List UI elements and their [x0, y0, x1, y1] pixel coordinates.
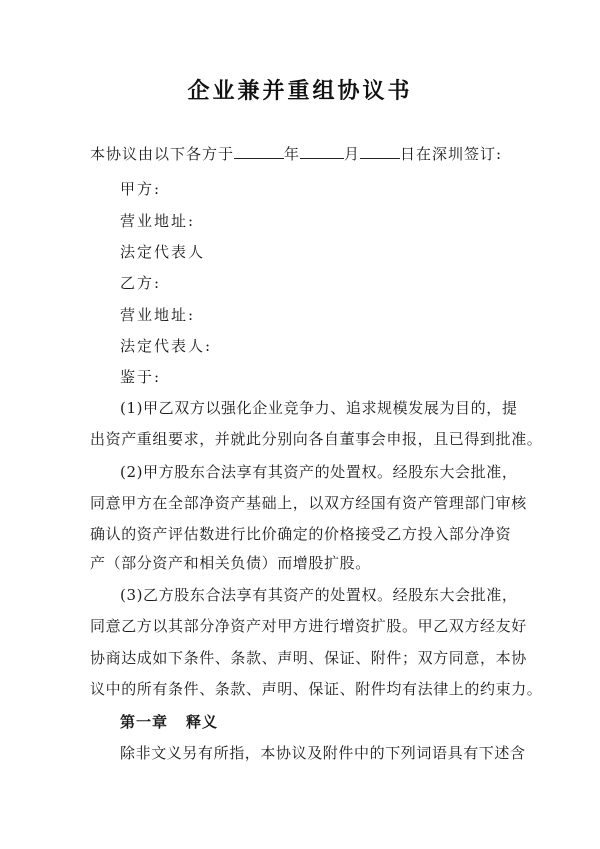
- paragraph-3-line-4: 议中的所有条件、条款、声明、保证、附件均有法律上的约束力。: [90, 680, 543, 698]
- paragraph-1-line-2: 出资产重组要求，并就此分别向各自董事会申报，且已得到批准。: [90, 430, 543, 448]
- document-title: 企业兼并重组协议书: [187, 78, 413, 104]
- party-a-label: 甲方:: [120, 180, 162, 198]
- party-b-address-label: 营业地址:: [120, 306, 196, 324]
- day-blank: [360, 144, 400, 159]
- paragraph-1-line-1: (1)甲乙双方以强化企业竞争力、追求规模发展为目的，提: [120, 399, 518, 417]
- paragraph-3-line-2: 同意乙方以其部分净资产对甲方进行增资扩股。甲乙双方经友好: [90, 617, 527, 635]
- year-suffix: 年: [284, 145, 301, 163]
- intro-line: [90, 143, 502, 164]
- paragraph-2-line-4: 产（部分资产和相关负债）而增股扩股。: [90, 554, 371, 572]
- party-b-representative-label: 法定代表人:: [120, 337, 213, 355]
- paragraph-3-line-1: (3)乙方股东合法享有其资产的处置权。经股东大会批准，: [120, 586, 518, 604]
- paragraph-3-line-3: 协商达成如下条件、条款、声明、保证、附件；双方同意，本协: [90, 649, 527, 667]
- month-suffix: 月: [344, 145, 361, 163]
- year-blank: [234, 144, 284, 159]
- party-b-label: 乙方:: [120, 274, 162, 292]
- day-suffix: 日在深圳签订:: [400, 145, 503, 163]
- paragraph-2-line-1: (2)甲方股东合法享有其资产的处置权。经股东大会批准，: [120, 463, 518, 481]
- paragraph-2-line-3: 确认的资产评估数进行比价确定的价格接受乙方投入部分净资: [90, 525, 512, 543]
- whereas-label: 鉴于:: [120, 368, 162, 386]
- paragraph-2-line-2: 同意甲方在全部净资产基础上，以双方经国有资产管理部门审核: [90, 494, 527, 512]
- chapter-number: 第一章: [120, 713, 169, 731]
- party-a-address-label: 营业地址:: [120, 212, 196, 230]
- definitions-intro-line: 除非文义另有所指，本协议及附件中的下列词语具有下述含: [120, 744, 526, 762]
- chapter-name: 释义: [186, 713, 219, 731]
- intro-prefix: 本协议由以下各方于: [90, 145, 235, 163]
- party-a-representative-label: 法定代表人: [120, 243, 206, 261]
- chapter-heading: [120, 711, 218, 732]
- month-blank: [300, 144, 344, 159]
